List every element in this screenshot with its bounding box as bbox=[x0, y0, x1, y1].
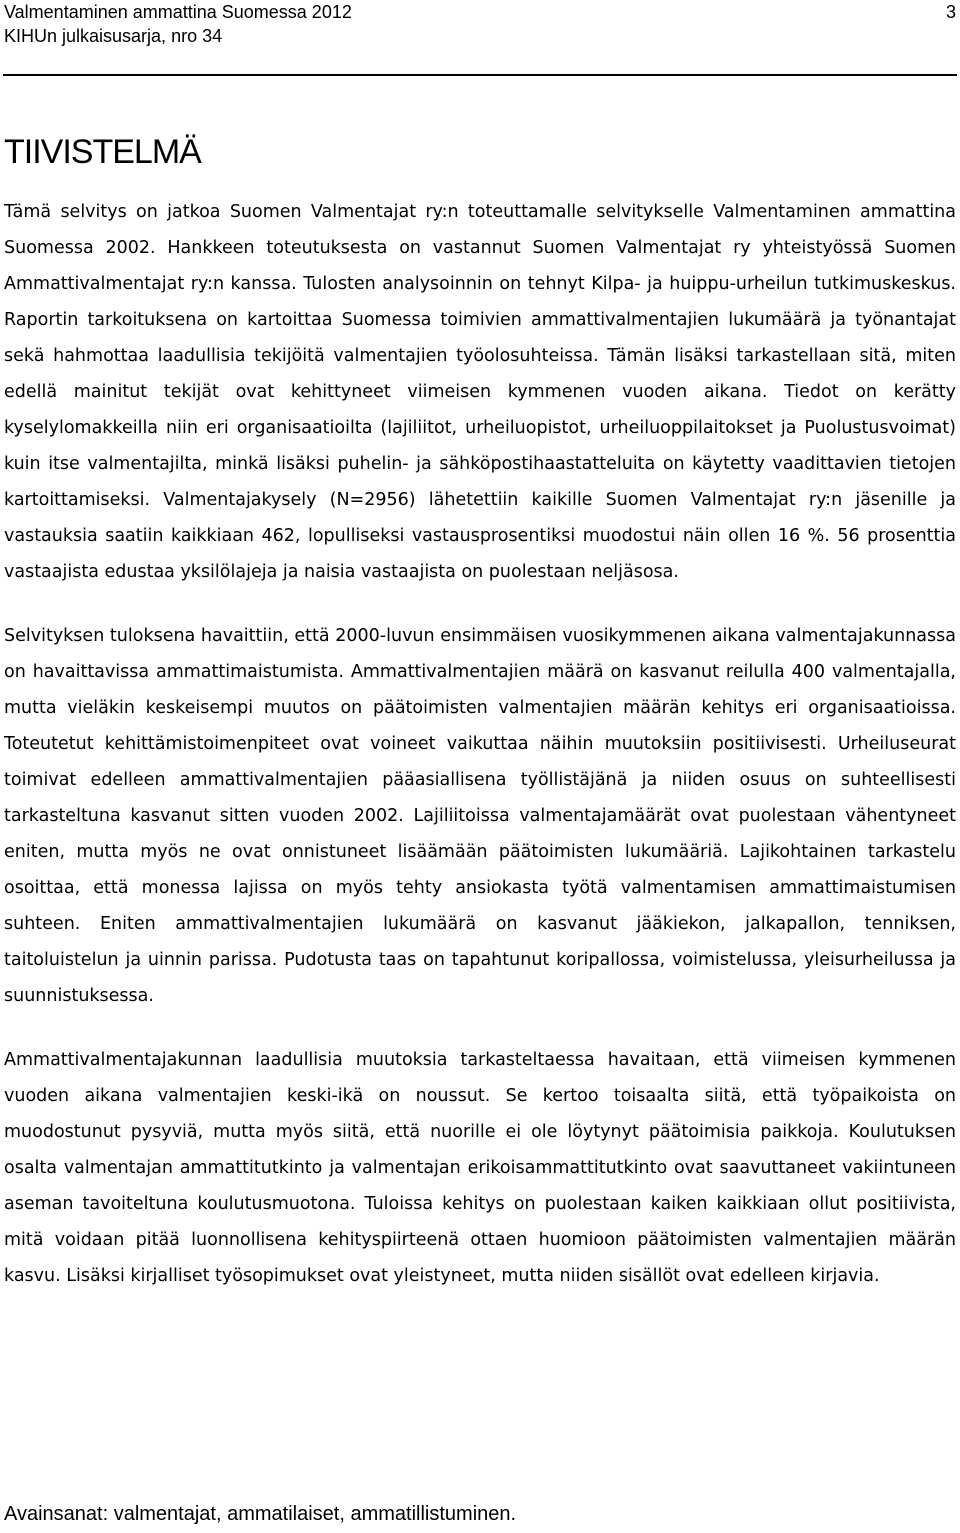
page-number: 3 bbox=[945, 2, 956, 22]
paragraph-3: Ammattivalmentajakunnan laadullisia muutoksia tarkasteltaessa havaitaan, että viimeisen kymmenen vuoden aikana valmentajien keski-ikä on noussut. Se kertoo toisaalta siitä, että työpaikoista on muodostunut pysyviä, mutta myös siitä, että nuorille ei ole löytynyt päätoimisia paikkoja. Koulutuksen osalta valmentajan ammattitutkinto ja valmentajan erikoisammattitutkinto ovat saavuttaneet vakiintuneen aseman tavoiteltuna koulutusmuotona. Tuloissa kehitys on puolestaan kaiken kaikkiaan ollut positiivista, mitä voidaan pitää luonnollisena kehityspiirteenä ottaen huomioon päätoimisten valmentajien määrän kasvu. Lisäksi kirjalliset työsopimukset ovat yleistyneet, mutta niiden sisällöt ovat edelleen kirjavia. bbox=[4, 1050, 956, 1286]
section-title: TIIVISTELMÄ bbox=[4, 133, 201, 171]
running-header bbox=[4, 0, 956, 48]
paragraph-2: Selvityksen tuloksena havaittiin, että 2000-luvun ensimmäisen vuosikymmenen aikana valmentajakunnassa on havaittavissa ammattimaistumista. Ammattivalmentajien määrä on kasvanut reilulla 400 valmentajalla, mutta vieläkin keskeisempi muutos on päätoimisten valmentajien määrän kehitys eri organisaatioissa. Toteutetut kehittämistoimenpiteet ovat voineet vaikuttaa näihin muutoksiin positiivisesti. Urheiluseurat toimivat edelleen ammattivalmentajien pääasiallisena työllistäjänä ja niiden osuus on suhteellisesti tarkasteltuna kasvanut sitten vuoden 2002. Lajiliitoissa valmentajamäärät ovat puolestaan vähentyneet eniten, mutta myös ne ovat onnistuneet lisäämään päätoimisten lukumääriä. Lajikohtainen tarkastelu osoittaa, että monessa lajissa on myös tehty ansiokasta työtä valmentamisen ammattimaistumisen suhteen. Eniten ammattivalmentajien lukumäärä on kasvanut jääkiekon, jalkapallon, tenniksen, taitoluistelun ja uinnin parissa. Pudotusta taas on tapahtunut koripallossa, voimistelussa, yleisurheilussa ja suunnistuksessa. bbox=[4, 626, 956, 1006]
keywords-line: Avainsanat: valmentajat, ammatilaiset, ammatillistuminen. bbox=[4, 1503, 517, 1525]
abstract-body bbox=[4, 194, 956, 1322]
header-divider bbox=[3, 74, 957, 76]
paragraph-1: Tämä selvitys on jatkoa Suomen Valmentajat ry:n toteuttamalle selvitykselle Valmentaminen ammattina Suomessa 2002. Hankkeen toteutuksesta on vastannut Suomen Valmentajat ry yhteistyössä Suomen Ammattivalmentajat ry:n kanssa. Tulosten analysoinnin on tehnyt Kilpa- ja huippu-urheilun tutkimuskeskus. Raportin tarkoituksena on kartoittaa Suomessa toimivien ammattivalmentajien lukumäärä ja työnantajat sekä hahmottaa laadullisia tekijöitä valmentajien työolosuhteissa. Tämän lisäksi tarkastellaan sitä, miten edellä mainitut tekijät ovat kehittyneet viimeisen kymmenen vuoden aikana. Tiedot on kerätty kyselylomakkeilla niin eri organisaatioilta (lajiliitot, urheiluopistot, urheiluoppilaitokset ja Puolustusvoimat) kuin itse valmentajilta, minkä lisäksi puhelin- ja sähköpostihaastatteluita on käytetty vaadittavien tietojen kartoittamiseksi. Valmentajakysely (N=2956) lähetettiin kaikille Suomen Valmentajat ry:n jäsenille ja vastauksia saatiin kaikkiaan 462, lopulliseksi vastausprosentiksi muodostui näin ollen 16 %. 56 prosenttia vastaajista edustaa yksilölajeja ja naisia vastaajista on puolestaan neljäsosa. bbox=[4, 202, 956, 582]
header-series: KIHUn julkaisusarja, nro 34 bbox=[4, 26, 223, 46]
header-publication-title: Valmentaminen ammattina Suomessa 2012 bbox=[4, 2, 352, 22]
